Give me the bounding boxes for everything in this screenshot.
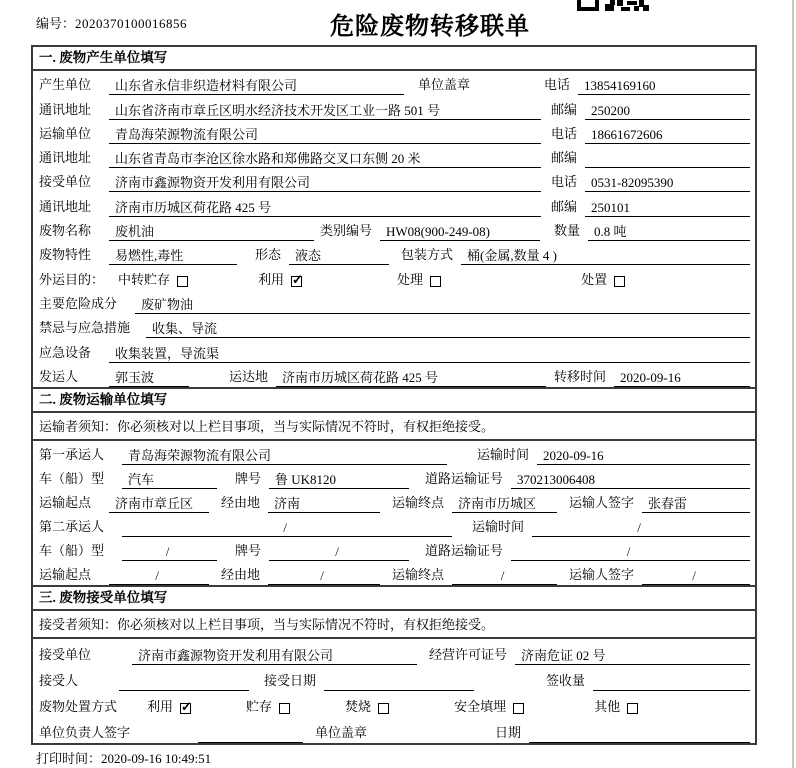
form-row: [33, 192, 755, 216]
qr-code-fragment-icon: [577, 0, 649, 12]
field-label: 废物处置方式: [39, 698, 118, 714]
field-label: 运输人签字: [569, 566, 635, 582]
field-label: 经由地: [221, 566, 261, 582]
field-value: /: [532, 519, 750, 537]
field-value: [119, 673, 249, 691]
checkbox-label: 焚烧: [345, 698, 372, 714]
section-title: 三. 废物接受单位填写: [33, 585, 755, 611]
field-value: 济南市历城区荷花路 425 号: [276, 369, 546, 387]
field-value: [198, 725, 303, 743]
checkbox-field: [118, 269, 188, 290]
form-section-1: [33, 47, 755, 387]
checkbox-empty-icon: [430, 276, 441, 287]
form-row: [33, 168, 755, 192]
field-label: 经由地: [221, 494, 261, 510]
form-row: [33, 265, 755, 289]
field-value: 250101: [585, 199, 750, 217]
field-value: 济南市鑫源物资开发利用有限公司: [132, 647, 417, 665]
checkbox-checked-icon: [180, 703, 191, 714]
form-row: [33, 241, 755, 265]
form-row: [33, 217, 755, 241]
serial-number-line: [36, 13, 187, 32]
field-value: 桶(金属,数量 4 ): [461, 247, 750, 265]
field-label: 接受单位: [39, 174, 92, 190]
field-value: 济南: [268, 495, 380, 513]
field-value: [585, 150, 750, 168]
field-value: 张春雷: [642, 495, 750, 513]
field-value: /: [268, 567, 380, 585]
checkbox-label: 利用: [258, 271, 285, 287]
field-label: 邮编: [551, 198, 578, 214]
field-value: 山东省青岛市李沧区徐水路和郑佛路交叉口东侧 20 米: [109, 150, 541, 168]
form-row: [33, 363, 755, 387]
field-value: 0.8 吨: [588, 223, 750, 241]
checkbox-field: [147, 696, 191, 717]
serial-label: 编号：: [36, 16, 76, 31]
checkbox-empty-icon: [177, 276, 188, 287]
field-value: 13854169160: [578, 77, 750, 95]
note-text: 运输者须知：你必须核对以上栏目事项，当与实际情况不符时，有权拒绝接受。: [33, 413, 755, 441]
checkbox-empty-icon: [378, 703, 389, 714]
field-label: 邮编: [551, 150, 578, 166]
checkbox-label: 处置: [581, 271, 608, 287]
checkbox-empty-icon: [614, 276, 625, 287]
field-value: [529, 725, 750, 743]
field-label: 发运人: [39, 368, 79, 384]
field-label: 运输人签字: [569, 494, 635, 510]
form-row: [33, 665, 755, 691]
transfer-form-table: [31, 45, 757, 745]
note-text: 接受者须知：你必须核对以上栏目事项，当与实际情况不符时，有权拒绝接受。: [33, 611, 755, 639]
field-value: /: [511, 543, 750, 561]
field-label: 签收量: [546, 672, 586, 688]
field-label: 数量: [554, 223, 581, 239]
field-label: 通讯地址: [39, 198, 92, 214]
field-label: 日期: [495, 724, 522, 740]
field-label: 运输起点: [39, 566, 92, 582]
page-right-edge: [792, 0, 794, 768]
field-value: 废矿物油: [135, 296, 750, 314]
checkbox-label: 安全填埋: [454, 698, 507, 714]
field-value: 18661672606: [585, 126, 750, 144]
checkbox-field: [397, 269, 441, 290]
field-value: /: [642, 567, 750, 585]
field-value: 山东省永信非织造材料有限公司: [109, 77, 404, 95]
field-value: 250200: [585, 102, 750, 120]
checkbox-field: [454, 696, 524, 717]
checkbox-field: [594, 696, 638, 717]
field-label: 电话: [544, 77, 571, 93]
field-label: 通讯地址: [39, 150, 92, 166]
field-label: 接受人: [39, 672, 79, 688]
form-row: [33, 314, 755, 338]
form-row: [33, 513, 755, 537]
field-value: /: [109, 567, 209, 585]
field-label: 包装方式: [401, 247, 454, 263]
field-value: 济南市章丘区: [109, 495, 209, 513]
checkbox-label: 其他: [594, 698, 621, 714]
print-time: 打印时间：2020-09-16 10:49:51: [36, 751, 212, 766]
checkbox-field: [345, 696, 389, 717]
form-section-2: [33, 387, 755, 585]
form-row: [33, 441, 755, 465]
section-title: 二. 废物运输单位填写: [33, 387, 755, 413]
checkbox-label: 处理: [397, 271, 424, 287]
field-label: 单位负责人签字: [39, 724, 131, 740]
form-row: [33, 691, 755, 717]
field-label: 第二承运人: [39, 518, 105, 534]
field-value: /: [122, 519, 452, 537]
field-value: 2020-09-16: [614, 369, 750, 387]
checkbox-empty-icon: [279, 703, 290, 714]
field-label: 车（船）型: [39, 542, 105, 558]
page-title: 危险废物转移联单: [330, 14, 530, 40]
field-value: 郭玉波: [109, 369, 189, 387]
form-row: [33, 639, 755, 665]
field-value: HW08(900-249-08): [380, 223, 540, 241]
field-value: 收集、导流: [146, 320, 750, 338]
document-header: [0, 0, 796, 45]
field-value: 2020-09-16: [537, 447, 750, 465]
field-label: 废物名称: [39, 223, 92, 239]
field-label: 通讯地址: [39, 101, 92, 117]
checkbox-label: 利用: [147, 698, 174, 714]
field-label: 运输起点: [39, 494, 92, 510]
field-label: 外运目的：: [39, 271, 105, 287]
serial-number: 2020370100016856: [75, 16, 188, 31]
field-label: 道路运输证号: [425, 542, 504, 558]
field-value: 废机油: [109, 223, 314, 241]
field-label: 车（船）型: [39, 470, 105, 486]
field-label: 运输单位: [39, 125, 92, 141]
field-label: 禁忌与应急措施: [39, 320, 131, 336]
field-label: 邮编: [551, 101, 578, 117]
field-label: 转移时间: [554, 368, 607, 384]
field-label: 接受单位: [39, 646, 92, 662]
checkbox-field: [246, 696, 290, 717]
field-label: 应急设备: [39, 344, 92, 360]
form-row: [33, 561, 755, 585]
field-label: 运输终点: [392, 494, 445, 510]
checkbox-label: 贮存: [246, 698, 273, 714]
field-value: 济南市历城区: [452, 495, 557, 513]
field-label: 运输时间: [477, 446, 530, 462]
field-value: /: [122, 543, 217, 561]
field-label: 类别编号: [320, 223, 373, 239]
field-label: 道路运输证号: [425, 470, 504, 486]
field-label: 主要危险成分: [39, 295, 118, 311]
field-value: 370213006408: [511, 471, 750, 489]
form-row: [33, 338, 755, 362]
field-label: 运达地: [229, 368, 269, 384]
field-label: 运输终点: [392, 566, 445, 582]
form-row: [33, 465, 755, 489]
field-value: 济南市鑫源物资开发利用有限公司: [109, 174, 541, 192]
checkbox-empty-icon: [627, 703, 638, 714]
field-value: 鲁 UK8120: [269, 471, 409, 489]
field-value: 易燃性,毒性: [109, 247, 237, 265]
field-value: 青岛海荣源物流有限公司: [122, 447, 447, 465]
field-label: 形态: [255, 247, 282, 263]
checkbox-empty-icon: [513, 703, 524, 714]
field-label: 运输时间: [472, 518, 525, 534]
field-value: 青岛海荣源物流有限公司: [109, 126, 541, 144]
field-label: 废物特性: [39, 247, 92, 263]
section-title: 一. 废物产生单位填写: [33, 47, 755, 71]
field-value: 济南危证 02 号: [515, 647, 750, 665]
field-value: 山东省济南市章丘区明水经济技术开发区工业一路 501 号: [109, 102, 541, 120]
field-label: 牌号: [235, 470, 262, 486]
field-value: 液态: [289, 247, 389, 265]
field-value: [593, 673, 750, 691]
field-value: 济南市历城区荷花路 425 号: [109, 199, 541, 217]
form-row: [33, 120, 755, 144]
form-row: [33, 489, 755, 513]
checkbox-label: 中转贮存: [118, 271, 171, 287]
field-label: 第一承运人: [39, 446, 105, 462]
field-label: 电话: [551, 125, 578, 141]
field-value: /: [452, 567, 557, 585]
checkbox-checked-icon: [291, 276, 302, 287]
field-label: 经营许可证号: [429, 646, 508, 662]
field-value: 收集装置，导流渠: [109, 345, 750, 363]
field-label: 接受日期: [264, 672, 317, 688]
form-row: [33, 144, 755, 168]
field-value: /: [269, 543, 409, 561]
field-label: 牌号: [235, 542, 262, 558]
field-value: 汽车: [122, 471, 217, 489]
field-value: 0531-82095390: [585, 174, 750, 192]
form-row: [33, 537, 755, 561]
field-label: 产生单位: [39, 77, 92, 93]
form-row: [33, 95, 755, 119]
form-row: [33, 71, 755, 95]
checkbox-field: [581, 269, 625, 290]
form-row: [33, 290, 755, 314]
checkbox-field: [258, 269, 302, 290]
field-label: 单位盖章: [315, 724, 368, 740]
form-row: [33, 717, 755, 743]
field-label: 单位盖章: [418, 77, 471, 93]
field-value: [324, 673, 474, 691]
form-section-3: [33, 585, 755, 743]
field-label: 电话: [551, 174, 578, 190]
